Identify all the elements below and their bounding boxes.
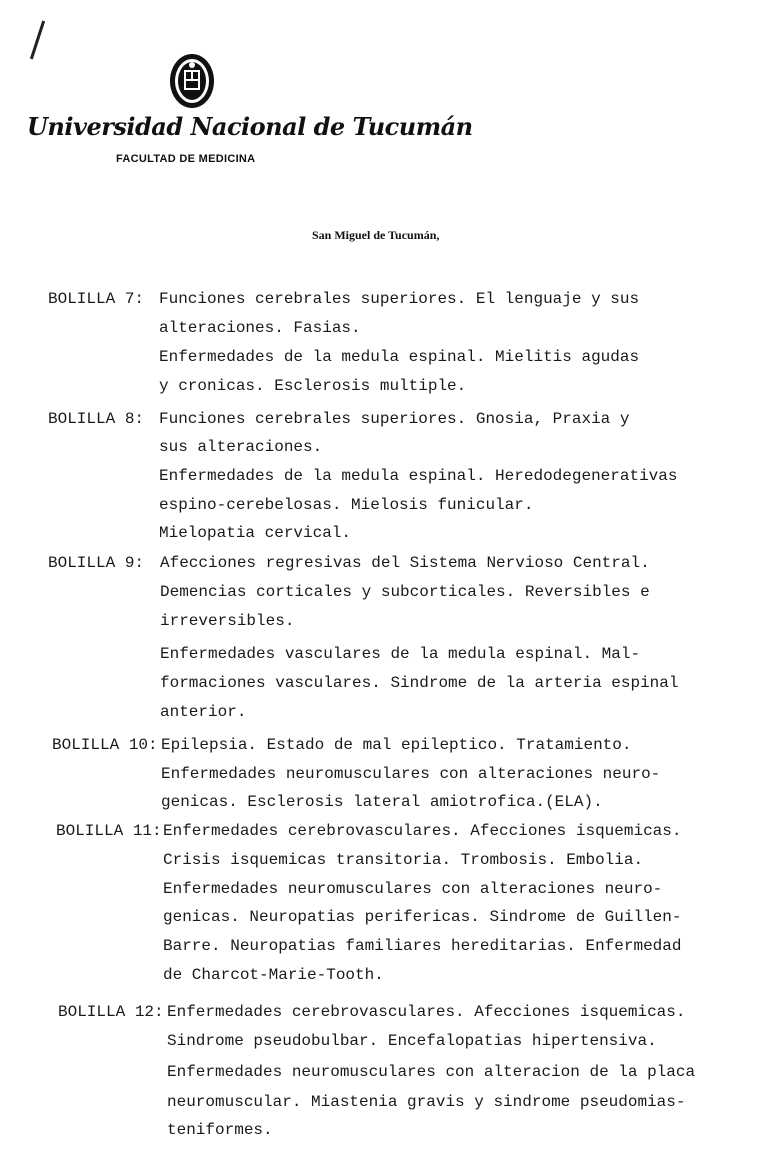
bolilla-line: Enfermedades cerebrovasculares. Afecciones isquemicas. [167,1003,686,1021]
bolilla-line: Barre. Neuropatias familiares hereditarias. Enfermedad [163,937,682,955]
university-name: Universidad Nacional de Tucumán [27,112,473,141]
bolilla-line: neuromuscular. Miastenia gravis y sindrome pseudomias- [167,1093,686,1111]
place-date: San Miguel de Tucumán, [312,228,440,242]
bolilla-line: anterior. [160,703,247,721]
bolilla-line: Sindrome pseudobulbar. Encefalopatias hipertensiva. [167,1032,657,1050]
bolilla-label: BOLILLA 10: [52,736,158,754]
bolilla-line: Enfermedades cerebrovasculares. Afecciones isquemicas. [163,822,682,840]
bolilla-line: y cronicas. Esclerosis multiple. [159,377,467,395]
bolilla-line: Enfermedades neuromusculares con alteraciones neuro- [163,880,663,898]
bolilla-line: Enfermedades vasculares de la medula espinal. Mal- [160,645,641,663]
bolilla-line: Mielopatia cervical. [159,524,352,542]
bolilla-line: formaciones vasculares. Sindrome de la arteria espinal [160,674,679,692]
bolilla-line: genicas. Neuropatias perifericas. Sindrome de Guillen- [163,908,682,926]
bolilla-label: BOLILLA 7: [48,290,145,308]
bolilla-label: BOLILLA 12: [58,1003,164,1021]
bolilla-label: BOLILLA 9: [48,554,145,572]
bolilla-line: Enfermedades neuromusculares con alteracion de la placa [167,1063,696,1081]
bolilla-line: genicas. Esclerosis lateral amiotrofica.(ELA). [161,793,603,811]
faculty-name: FACULTAD DE MEDICINA [116,153,256,165]
bolilla-line: teniformes. [167,1121,273,1139]
pen-mark [30,21,45,60]
bolilla-line: sus alteraciones. [159,438,323,456]
bolilla-line: Funciones cerebrales superiores. Gnosia, Praxia y [159,410,630,428]
bolilla-line: Afecciones regresivas del Sistema Nervioso Central. [160,554,650,572]
bolilla-line: espino-cerebelosas. Mielosis funicular. [159,496,534,514]
bolilla-line: Funciones cerebrales superiores. El lenguaje y sus [159,290,640,308]
bolilla-line: alteraciones. Fasias. [159,319,361,337]
bolilla-line: Enfermedades de la medula espinal. Mielitis agudas [159,348,640,366]
bolilla-line: Enfermedades de la medula espinal. Heredodegenerativas [159,467,678,485]
university-seal-icon [168,52,216,110]
bolilla-line: Epilepsia. Estado de mal epileptico. Tratamiento. [161,736,632,754]
bolilla-line: Crisis isquemicas transitoria. Trombosis. Embolia. [163,851,644,869]
bolilla-line: Demencias corticales y subcorticales. Reversibles e [160,583,650,601]
bolilla-line: de Charcot-Marie-Tooth. [163,966,384,984]
bolilla-line: Enfermedades neuromusculares con alteraciones neuro- [161,765,661,783]
bolilla-label: BOLILLA 8: [48,410,145,428]
bolilla-line: irreversibles. [160,612,295,630]
bolilla-label: BOLILLA 11: [56,822,162,840]
